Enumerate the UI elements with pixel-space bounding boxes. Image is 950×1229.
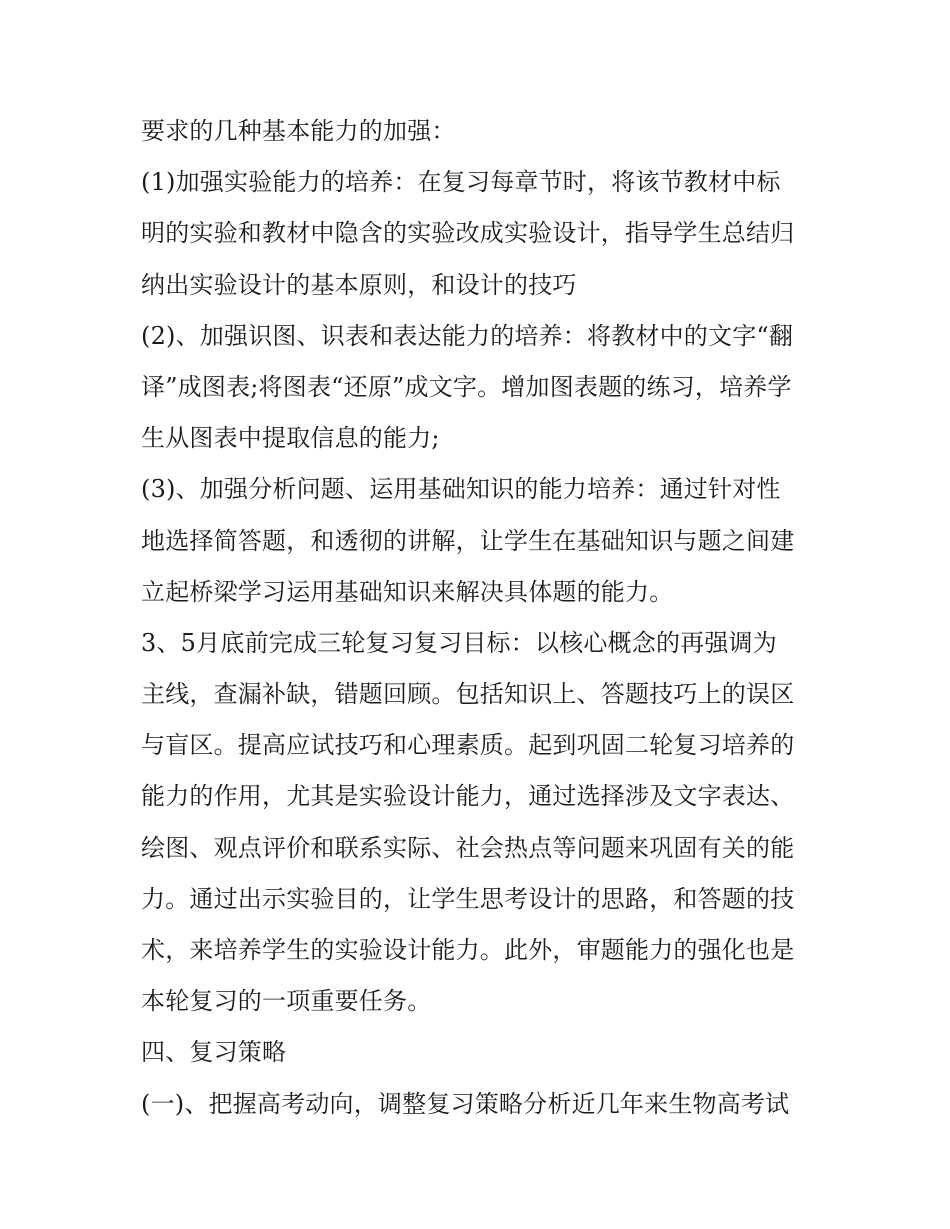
text-line: 术，来培养学生的实验设计能力。此外，审题能力的强化也是 [141, 936, 795, 964]
text-line: 纳出实验设计的基本原则，和设计的技巧 [141, 270, 577, 299]
text-line: 主线，查漏补缺，错题回顾。包括知识上、答题技巧上的误区 [141, 680, 795, 709]
text-line: (3)、加强分析问题、运用基础知识的能力培养：通过针对性 [141, 475, 781, 504]
text-line: 要求的几种基本能力的加强： [141, 117, 456, 145]
text-line: 3、5月底前完成三轮复习复习目标：以核心概念的再强调为 [141, 628, 777, 657]
text-line: 能力的作用，尤其是实验设计能力，通过选择涉及文字表达、 [141, 782, 795, 811]
section-heading: 四、复习策略 [141, 1038, 287, 1067]
text-line: (一)、把握高考动向，调整复习策略分析近几年来生物高考试 [141, 1089, 790, 1118]
text-line: 译”成图表;将图表“还原”成文字。增加图表题的练习，培养学 [141, 372, 792, 401]
text-line: (2)、加强识图、识表和表达能力的培养：将教材中的文字“翻 [141, 321, 794, 350]
text-line: 地选择简答题，和透彻的讲解，让学生在基础知识与题之间建 [141, 526, 795, 555]
text-line: 立起桥梁学习运用基础知识来解决具体题的能力。 [141, 577, 674, 606]
document-body [141, 106, 821, 1130]
text-line: 明的实验和教材中隐含的实验改成实验设计，指导学生总结归 [141, 219, 795, 248]
text-line: (1)加强实验能力的培养：在复习每章节时，将该节教材中标 [141, 168, 781, 197]
text-line: 绘图、观点评价和联系实际、社会热点等问题来巩固有关的能 [141, 833, 795, 862]
text-line: 与盲区。提高应试技巧和心理素质。起到巩固二轮复习培养的 [141, 731, 795, 760]
text-line: 生从图表中提取信息的能力; [141, 424, 440, 453]
text-line: 本轮复习的一项重要任务。 [141, 987, 432, 1016]
text-line: 力。通过出示实验目的，让学生思考设计的思路，和答题的技 [141, 884, 795, 913]
